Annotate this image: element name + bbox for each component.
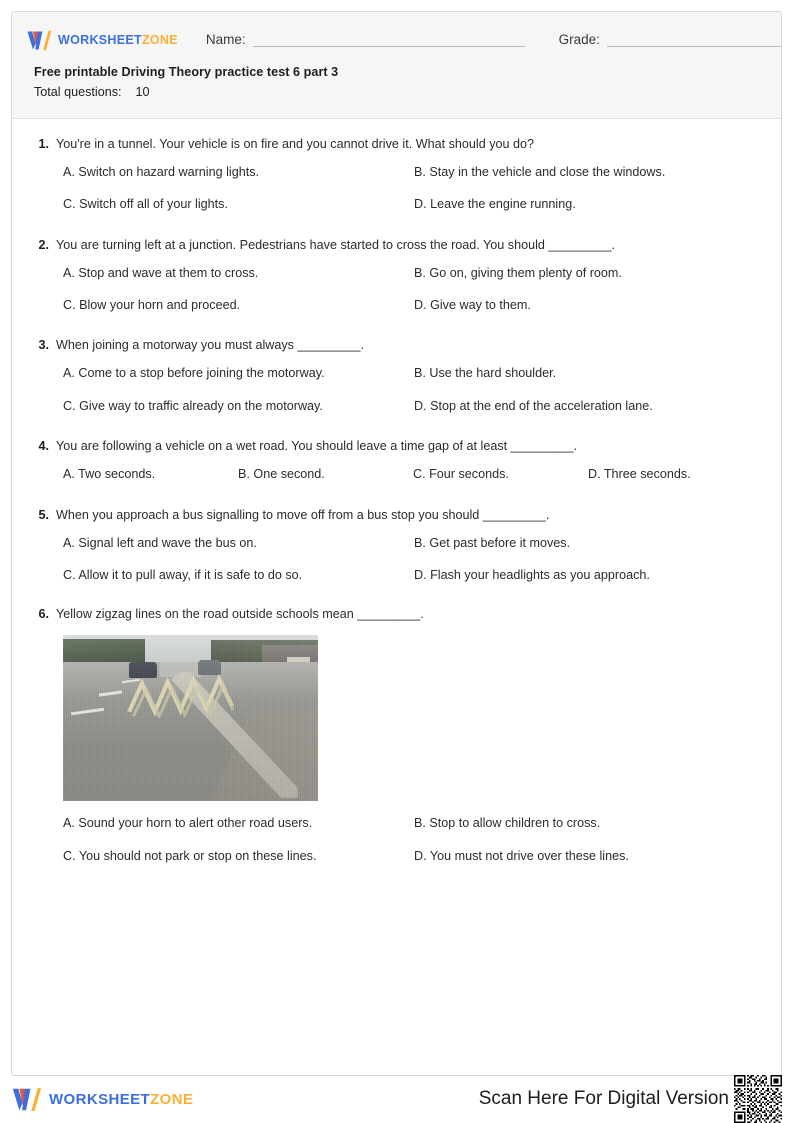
- question-number: 4.: [38, 439, 49, 454]
- answer-options: [34, 815, 759, 864]
- question-number: 1.: [38, 137, 49, 151]
- identity-row: [12, 12, 781, 54]
- question-text: You are turning left at a junction. Pedestrians have started to cross the road. You should _________.: [56, 237, 615, 252]
- question-heading: [34, 438, 759, 455]
- brand-logo: [26, 30, 178, 51]
- option-d[interactable]: D. Three seconds.: [588, 467, 691, 482]
- name-input-line[interactable]: [253, 33, 525, 47]
- option-c[interactable]: C. Four seconds.: [413, 467, 509, 482]
- question-item: [34, 438, 759, 482]
- option-c[interactable]: C. Switch off all of your lights.: [63, 197, 228, 212]
- option-a[interactable]: A. Signal left and wave the bus on.: [63, 535, 257, 550]
- question-number: 2.: [38, 237, 49, 252]
- footer-brand-name-part1: WORKSHEET: [49, 1090, 151, 1108]
- brand-name-part2: ZONE: [141, 33, 178, 47]
- grade-label: Grade:: [558, 31, 600, 47]
- name-label: Name:: [205, 31, 246, 47]
- question-heading: [34, 136, 759, 153]
- option-c[interactable]: C. Allow it to pull away, if it is safe to do so.: [63, 567, 303, 582]
- brand-name-part1: WORKSHEET: [58, 33, 142, 47]
- total-questions-line: [34, 85, 781, 99]
- name-field[interactable]: [206, 33, 525, 48]
- question-heading: [34, 507, 759, 524]
- option-a[interactable]: A. Stop and wave at them to cross.: [63, 265, 259, 280]
- answer-options: [34, 365, 759, 414]
- grade-field[interactable]: [559, 33, 782, 48]
- questions-container: [12, 119, 781, 864]
- question-number: 3.: [38, 338, 49, 353]
- option-a[interactable]: A. Switch on hazard warning lights.: [63, 165, 260, 179]
- question-text: When you approach a bus signalling to move off from a bus stop you should _________.: [56, 507, 550, 522]
- option-c[interactable]: C. Blow your horn and proceed.: [63, 298, 241, 313]
- option-d[interactable]: D. Give way to them.: [414, 298, 531, 313]
- scan-section: [479, 1075, 782, 1123]
- option-d[interactable]: D. Leave the engine running.: [414, 197, 576, 212]
- option-d[interactable]: D. Flash your headlights as you approach.: [414, 567, 650, 582]
- question-text: You're in a tunnel. Your vehicle is on fire and you cannot drive it. What should you do?: [56, 137, 535, 151]
- option-a[interactable]: A. Sound your horn to alert other road users.: [63, 816, 313, 831]
- option-a[interactable]: A. Come to a stop before joining the motorway.: [63, 366, 325, 381]
- footer-brand-name-part2: ZONE: [150, 1090, 194, 1108]
- option-b[interactable]: B. Get past before it moves.: [414, 535, 571, 550]
- option-b[interactable]: B. Stop to allow children to cross.: [414, 816, 601, 831]
- question-image-wrapper: [34, 635, 759, 801]
- option-b[interactable]: B. Stay in the vehicle and close the windows.: [414, 165, 666, 179]
- question-item: [34, 136, 759, 213]
- question-number: 5.: [38, 507, 49, 522]
- footer-brand-wordmark: [49, 1091, 193, 1108]
- worksheet-zone-logo-icon: [11, 1087, 42, 1112]
- answer-options: [34, 164, 759, 213]
- option-a[interactable]: A. Two seconds.: [63, 467, 156, 482]
- question-item: [34, 237, 759, 314]
- scan-here-text: Scan Here For Digital Version: [478, 1088, 729, 1109]
- road-with-yellow-zigzag-lines-photo: [63, 635, 318, 801]
- footer-brand-logo: [11, 1087, 193, 1112]
- qr-code-icon[interactable]: [734, 1075, 782, 1123]
- total-questions-label: Total questions:: [34, 85, 122, 99]
- answer-options: [34, 265, 759, 314]
- option-b[interactable]: B. Go on, giving them plenty of room.: [414, 265, 622, 280]
- question-text: When joining a motorway you must always _________.: [56, 338, 365, 353]
- option-c[interactable]: C. You should not park or stop on these lines.: [63, 848, 317, 863]
- option-b[interactable]: B. One second.: [238, 467, 325, 482]
- question-heading: [34, 337, 759, 354]
- answer-options: [34, 535, 759, 584]
- question-item: [34, 507, 759, 584]
- brand-wordmark: [58, 33, 178, 47]
- question-heading: [34, 237, 759, 254]
- page-title: Free printable Driving Theory practice test 6 part 3: [34, 65, 339, 79]
- question-item: [34, 606, 759, 864]
- worksheet-card: [11, 11, 782, 1076]
- option-b[interactable]: B. Use the hard shoulder.: [414, 366, 557, 381]
- worksheet-zone-logo-icon: [26, 30, 52, 51]
- grade-input-line[interactable]: [607, 33, 782, 47]
- question-number: 6.: [38, 607, 49, 622]
- question-text: You are following a vehicle on a wet road. You should leave a time gap of at least _________.: [56, 439, 578, 454]
- worksheet-header: [12, 12, 781, 119]
- question-text: Yellow zigzag lines on the road outside schools mean _________.: [56, 607, 424, 622]
- question-heading: [34, 606, 759, 623]
- option-d[interactable]: D. Stop at the end of the acceleration lane.: [414, 398, 653, 413]
- title-block: [12, 54, 781, 99]
- page-footer: [0, 1076, 793, 1122]
- question-item: [34, 337, 759, 414]
- option-d[interactable]: D. You must not drive over these lines.: [414, 848, 629, 863]
- answer-options: [34, 466, 759, 482]
- option-c[interactable]: C. Give way to traffic already on the motorway.: [63, 398, 323, 413]
- total-questions-value: 10: [135, 85, 150, 99]
- photo-haze-overlay: [63, 635, 318, 801]
